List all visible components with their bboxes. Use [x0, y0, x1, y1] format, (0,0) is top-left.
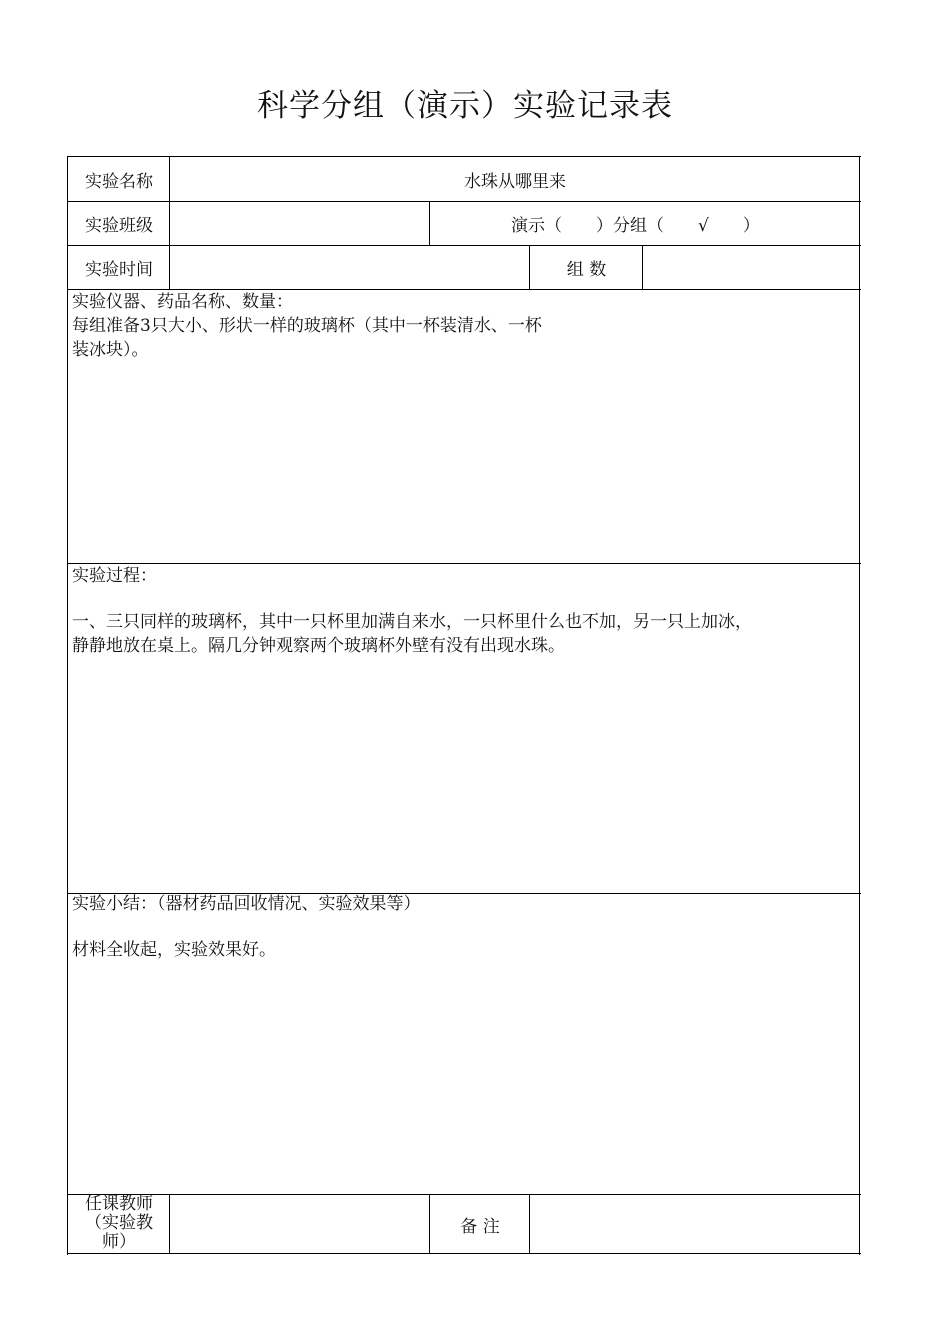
col-divider — [529, 245, 530, 289]
teacher-label-line: 师） — [102, 1231, 136, 1252]
group-count-value[interactable] — [644, 246, 859, 289]
materials-section — [72, 290, 852, 362]
process-text-line: 静静地放在桌上。隔几分钟观察两个玻璃杯外壁有没有出现水珠。 — [72, 636, 565, 656]
process-section — [72, 564, 857, 658]
teacher-value[interactable] — [171, 1195, 429, 1253]
teacher-label — [69, 1192, 169, 1254]
teacher-label-line: 任课教师 — [85, 1193, 153, 1214]
summary-heading: 实验小结：（器材药品回收情况、实验效果等） — [72, 894, 421, 914]
process-text-line: 一、三只同样的玻璃杯，其中一只杯里加满自来水，一只杯里什么也不加，另一只上加冰， — [72, 612, 752, 632]
group-count-label: 组 数 — [566, 260, 607, 280]
mode-demo-option[interactable]: 演示（ ） — [511, 216, 613, 236]
summary-section — [72, 892, 852, 962]
col-divider — [529, 1194, 530, 1254]
table-border-bottom — [67, 1253, 861, 1254]
col-divider — [169, 156, 170, 289]
record-table — [67, 156, 861, 1255]
page-title: 科学分组（演示）实验记录表 — [257, 88, 673, 124]
col-divider — [429, 1194, 430, 1254]
teacher-label-line: （实验教 — [85, 1212, 153, 1233]
experiment-time-label: 实验时间 — [85, 260, 153, 280]
experiment-time-value[interactable] — [171, 246, 529, 289]
mode-group-option[interactable]: 分组（ √ ） — [613, 216, 760, 236]
remarks-label: 备 注 — [460, 1216, 500, 1237]
experiment-class-label: 实验班级 — [85, 216, 153, 236]
experiment-mode-field — [431, 202, 859, 245]
col-divider — [642, 245, 643, 289]
materials-text-line: 每组准备3只大小、形状一样的玻璃杯（其中一杯装清水、一杯 — [72, 316, 542, 336]
summary-text-line: 材料全收起，实验效果好。 — [72, 940, 276, 960]
col-divider — [169, 1194, 170, 1254]
process-heading: 实验过程： — [72, 566, 157, 586]
materials-text-line: 装冰块）。 — [72, 340, 149, 360]
experiment-name-value: 水珠从哪里来 — [464, 171, 566, 192]
col-divider — [429, 201, 430, 245]
experiment-name-label: 实验名称 — [85, 171, 153, 192]
table-border-left — [67, 156, 68, 1255]
table-border-right — [859, 156, 860, 1255]
materials-heading: 实验仪器、药品名称、数量： — [72, 292, 293, 312]
experiment-class-value[interactable] — [171, 202, 429, 245]
remarks-value[interactable] — [531, 1195, 859, 1253]
